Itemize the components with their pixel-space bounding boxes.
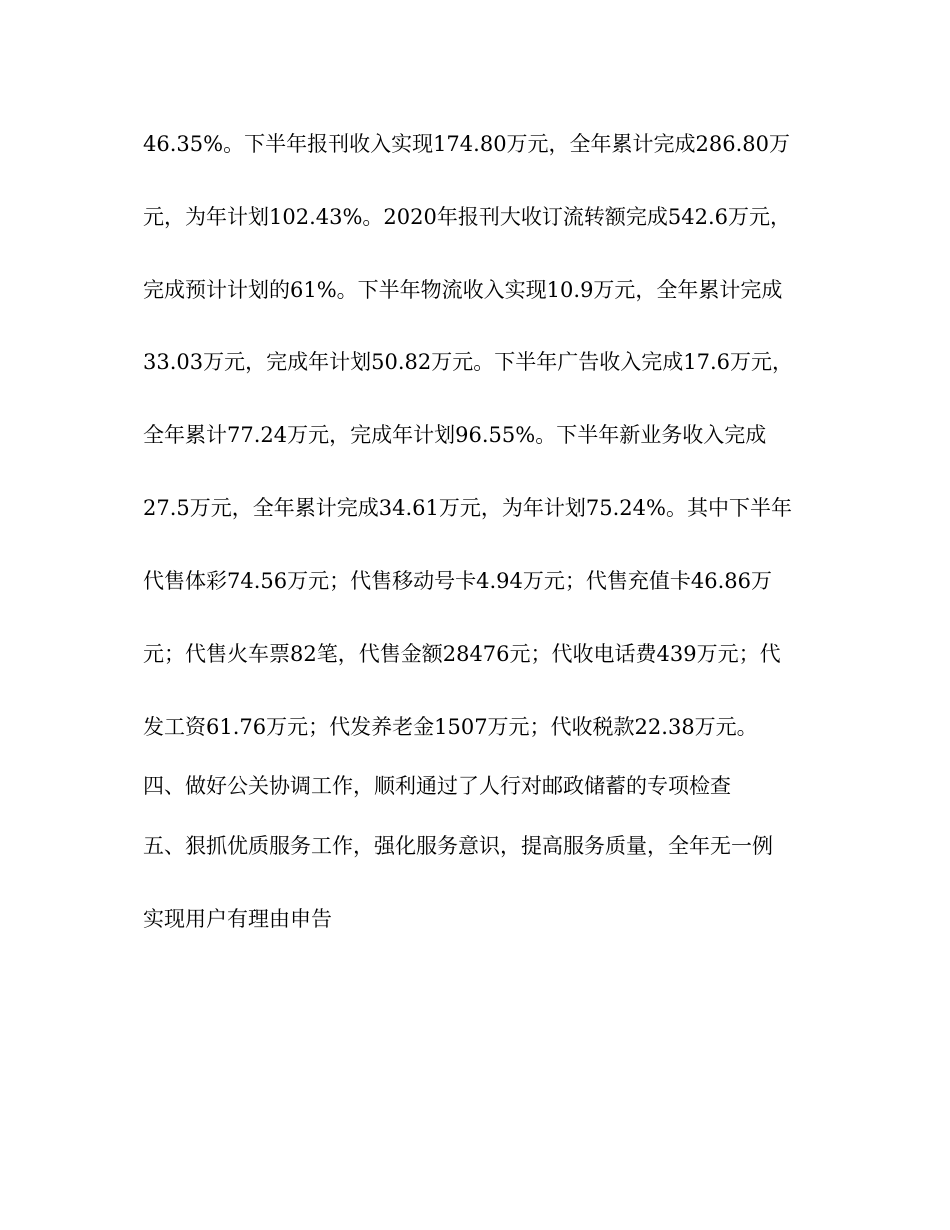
section-heading-4: 四、做好公关协调工作，顺利通过了人行对邮政储蓄的专项检查 [143,774,731,798]
paragraph-line: 发工资61.76万元；代发养老金1507万元；代收税款22.38万元。 [143,715,758,739]
paragraph-line: 完成预计计划的61%。下半年物流收入实现10.9万元，全年累计完成 [143,278,783,302]
paragraph-line: 27.5万元，全年累计完成34.61万元，为年计划75.24%。其中下半年 [143,496,792,520]
paragraph-line: 元，为年计划102.43%。2020年报刊大收订流转额完成542.6万元， [143,205,791,229]
paragraph-line: 33.03万元，完成年计划50.82万元。下半年广告收入完成17.6万元， [143,350,793,374]
paragraph-line: 代售体彩74.56万元；代售移动号卡4.94万元；代售充值卡46.86万 [143,569,772,593]
paragraph-line: 元；代售火车票82笔，代售金额28476元；代收电话费439万元；代 [143,642,781,666]
paragraph-line: 46.35%。下半年报刊收入实现174.80万元，全年累计完成286.80万 [143,132,791,156]
paragraph-line: 全年累计77.24万元，完成年计划96.55%。下半年新业务收入完成 [143,423,767,447]
section-heading-5-continued: 实现用户有理由申告 [143,907,332,931]
section-heading-5: 五、狠抓优质服务工作，强化服务意识，提高服务质量，全年无一例 [143,834,773,858]
